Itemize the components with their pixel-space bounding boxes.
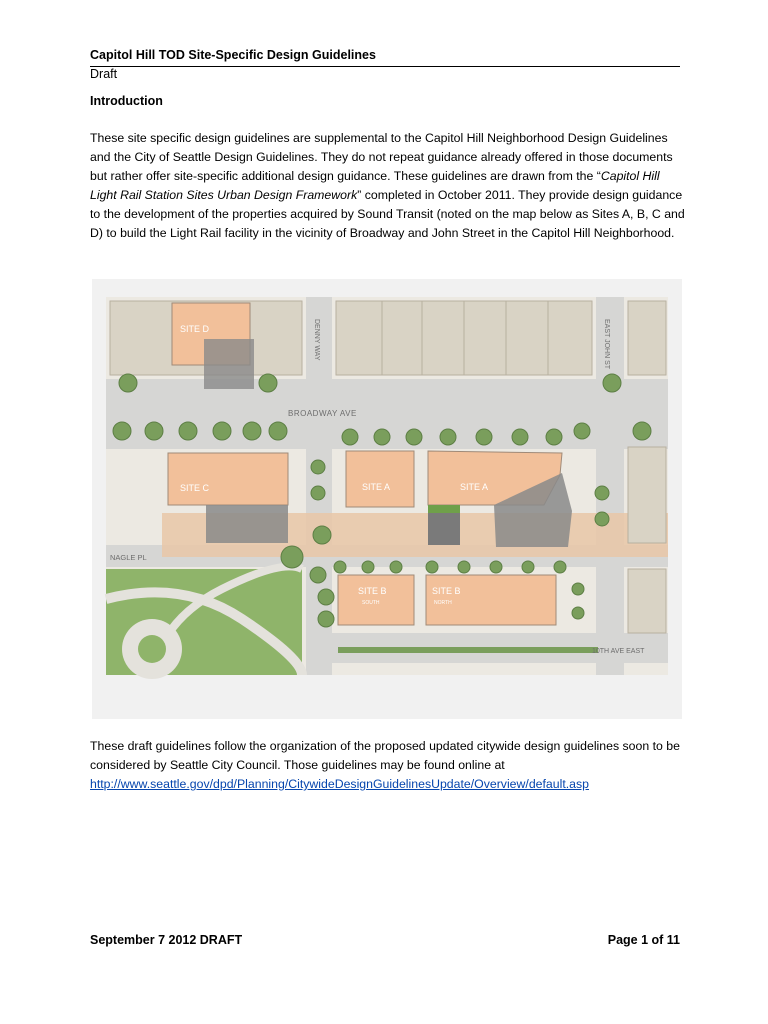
site-c-label: SITE C <box>180 483 210 493</box>
block-e <box>628 447 666 543</box>
closing-text: These draft guidelines follow the organization of the proposed updated citywide design guidelines soon to be considered by Seattle City Council. Those guidelines may be found online at <box>90 739 680 772</box>
john-label: EAST JOHN ST <box>603 319 610 370</box>
tenth-label: 10TH AVE EAST <box>592 648 645 655</box>
site-d-label: SITE D <box>180 324 210 334</box>
site-map-drawing <box>92 279 682 719</box>
intro-text-b: ” completed in October 2011. They provide design guidance to the development of the properties acquired by Sound Transit (noted on the map below as Sites A, B, C and D) to build the Light Rail facility in the vicinity of Broadway and John Street in the Capitol Hill Neighborhood. <box>90 188 685 240</box>
page-number: Page 1 of 11 <box>607 933 680 947</box>
site-b-south-label: SITE B <box>358 586 387 596</box>
green-roof <box>428 505 460 513</box>
denny-label: DENNY WAY <box>313 319 320 361</box>
block-se <box>628 569 666 633</box>
guidelines-link[interactable]: http://www.seattle.gov/dpd/Planning/CitywideDesignGuidelinesUpdate/Overview/default.asp <box>90 777 589 791</box>
broadway-label: BROADWAY AVE <box>288 409 357 418</box>
document-title: Capitol Hill TOD Site-Specific Design Guidelines <box>90 48 376 62</box>
site-a-west-parcel <box>346 451 414 507</box>
header-rule <box>90 66 680 67</box>
section-heading: Introduction <box>90 94 163 108</box>
site-a-east-label: SITE A <box>460 482 489 492</box>
site-c-parcel <box>168 453 288 505</box>
station-entrance <box>428 511 460 545</box>
site-d-existing <box>204 339 254 389</box>
closing-paragraph <box>90 737 685 794</box>
hedge-row <box>338 647 598 653</box>
intro-paragraph <box>90 129 685 243</box>
site-a-west-label: SITE A <box>362 482 391 492</box>
document-status: Draft <box>90 67 118 81</box>
site-b-south-sub: SOUTH <box>362 600 380 606</box>
site-b-north-label: SITE B <box>432 586 461 596</box>
block-ne <box>628 301 666 375</box>
site-map <box>92 279 682 719</box>
footer-date: September 7 2012 DRAFT <box>90 933 243 947</box>
framework-title: Capitol Hill Light Rail Station Sites Urban Design Framework <box>90 169 660 202</box>
site-b-north-sub: NORTH <box>434 600 452 606</box>
intro-text-a: These site specific design guidelines are supplemental to the Capitol Hill Neighborhood Design Guidelines and the City of Seattle Design Guidelines. They do not repeat guidance already offered in those documents but rather offer site-specific additional design guidance. These guidelines are drawn from the “ <box>90 131 673 183</box>
nagle-label: NAGLE PL <box>110 553 147 562</box>
site-c-existing <box>206 505 288 543</box>
